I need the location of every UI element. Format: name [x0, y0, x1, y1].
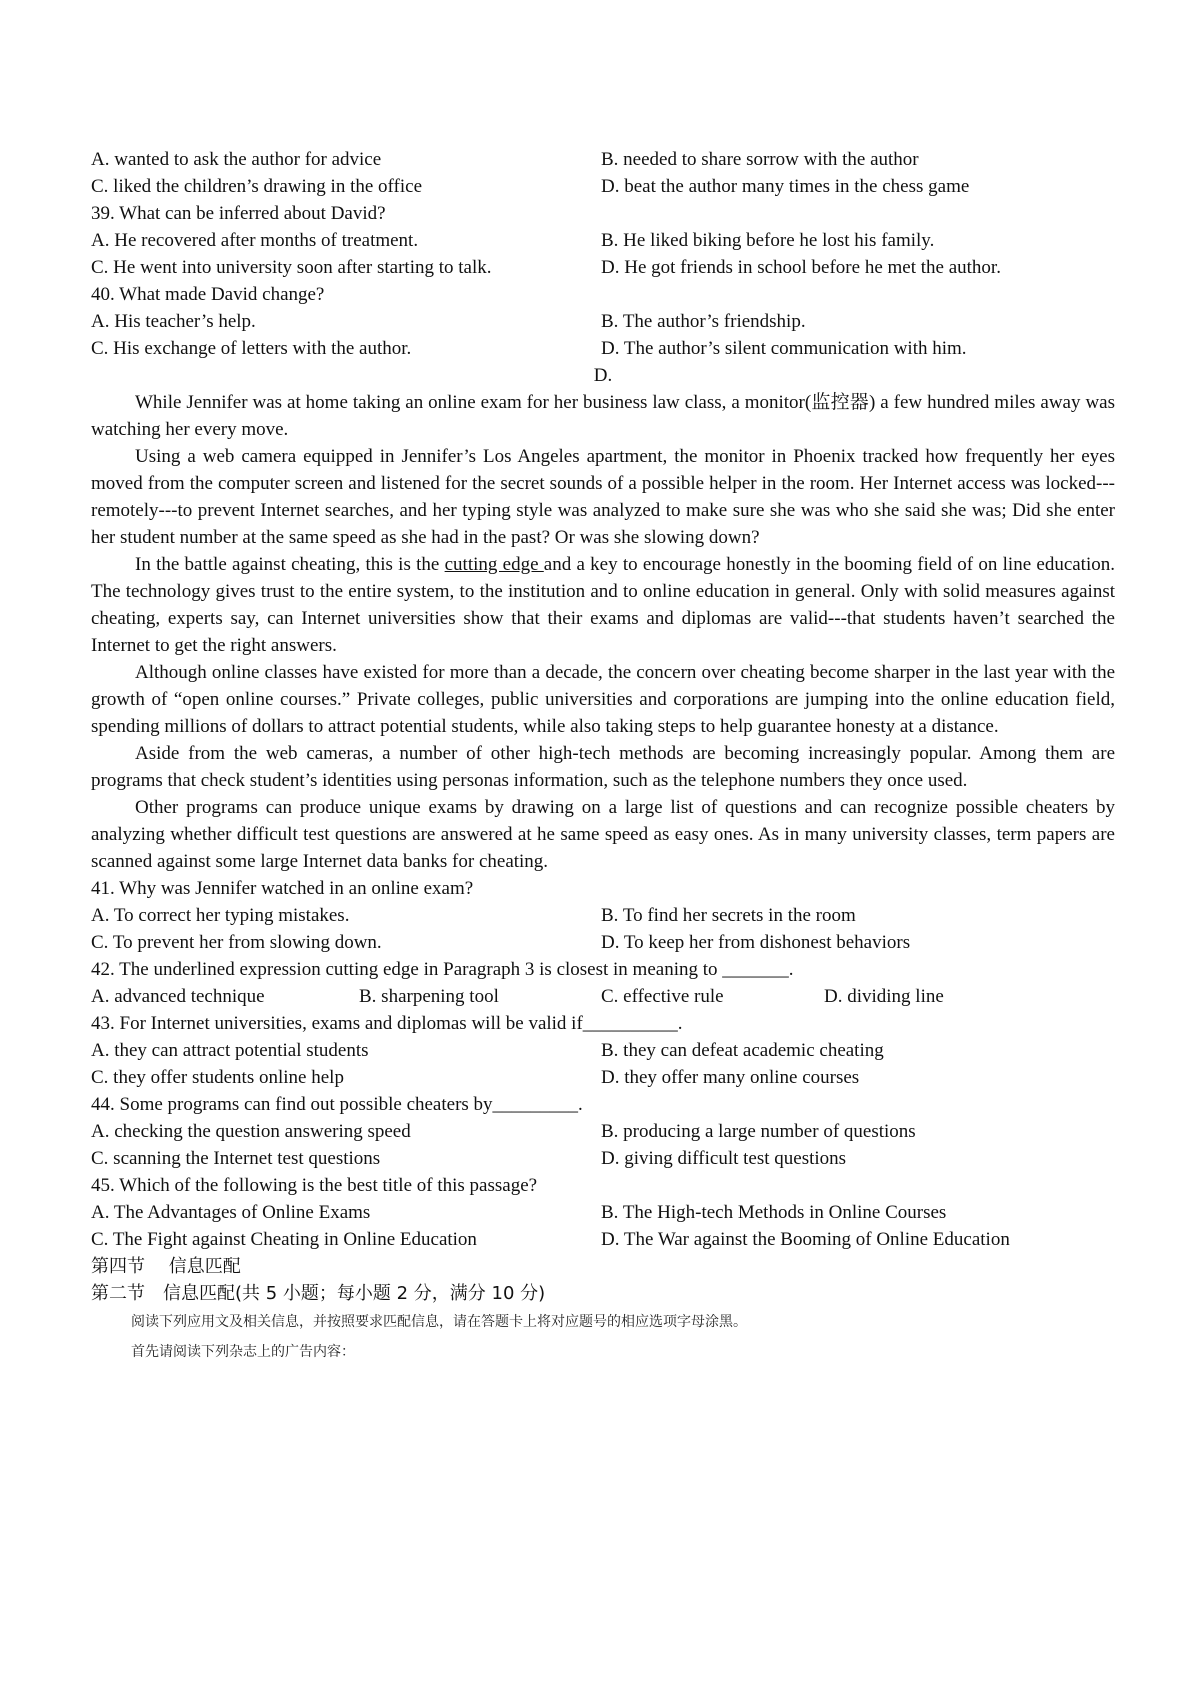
q40-option-b: B. The author’s friendship.: [601, 311, 806, 332]
q42-option-a: A. advanced technique: [91, 986, 265, 1007]
paragraph-3-lead: In the battle against cheating, this is the: [135, 554, 445, 575]
paragraph-3-rest: and a key to encourage honestly in the booming field of on line education. The technology gives trust to the entire system, to the institution and to online education in general. Only with solid measures against cheating, experts say, can Internet universities show that their exams and diplomas are valid---that students haven’t searched the Internet to get the right answers.: [91, 554, 1115, 656]
q43-option-b: B. they can defeat academic cheating: [601, 1040, 884, 1061]
q39-option-c: C. He went into university soon after starting to talk.: [91, 257, 492, 278]
q40-option-a: A. His teacher’s help.: [91, 311, 256, 332]
q38-option-b: B. needed to share sorrow with the author: [601, 149, 919, 170]
section-heading-2: 第二节 信息匹配(共 5 小题；每小题 2 分，满分 10 分): [91, 1283, 546, 1304]
q44-option-b: B. producing a large number of questions: [601, 1121, 916, 1142]
question-41: 41. Why was Jennifer watched in an online exam?: [91, 878, 474, 899]
question-43: 43. For Internet universities, exams and diplomas will be valid if__________.: [91, 1013, 683, 1034]
question-42: 42. The underlined expression cutting edge in Paragraph 3 is closest in meaning to _______.: [91, 959, 794, 980]
q41-option-c: C. To prevent her from slowing down.: [91, 932, 382, 953]
q39-options-row-1: [91, 227, 1115, 254]
underlined-expression: cutting edge: [444, 554, 544, 575]
passage-paragraph-6: Other programs can produce unique exams by drawing on a large list of questions and can recognize possible cheaters by analyzing whether difficult test questions are answered at he same speed as easy ones. As in many university classes, term papers are scanned against some large Internet data banks for cheating.: [91, 797, 1115, 872]
question-45: 45. Which of the following is the best title of this passage?: [91, 1175, 538, 1196]
q40-options-row-2: [91, 335, 1115, 362]
q40-option-d: D. The author’s silent communication with him.: [601, 338, 967, 359]
q42-options-row: [91, 983, 1115, 1010]
q39-option-b: B. He liked biking before he lost his family.: [601, 230, 935, 251]
q39-options-row-2: [91, 254, 1115, 281]
q42-option-c: C. effective rule: [601, 986, 724, 1007]
passage-paragraph-4: Although online classes have existed for more than a decade, the concern over cheating become sharper in the last year with the growth of “open online courses.” Private colleges, public universities and corporations are jumping into the online education field, spending millions of dollars to attract potential students, while also taking steps to help guarantee honesty at a distance.: [91, 662, 1115, 737]
passage-paragraph-2: Using a web camera equipped in Jennifer’s Los Angeles apartment, the monitor in Phoenix tracked how frequently her eyes moved from the computer screen and listened for the secret sounds of a possible helper in the room. Her Internet access was locked---remotely---to prevent Internet searches, and her typing style was analyzed to make sure she was who she said she was; Did she enter her student number at the same speed as she had in the past? Or was she slowing down?: [91, 446, 1115, 548]
q45-option-b: B. The High-tech Methods in Online Courses: [601, 1202, 947, 1223]
q39-option-d: D. He got friends in school before he met the author.: [601, 257, 1001, 278]
passage-paragraph-5: Aside from the web cameras, a number of other high-tech methods are becoming increasingly popular. Among them are programs that check student’s identities using personas information, such as the telephone numbers they once used.: [91, 743, 1115, 791]
q38-options-row-2: [91, 173, 1115, 200]
question-40: 40. What made David change?: [91, 284, 325, 305]
q45-option-d: D. The War against the Booming of Online Education: [601, 1229, 1010, 1250]
question-44: 44. Some programs can find out possible cheaters by_________.: [91, 1094, 583, 1115]
q39-option-a: A. He recovered after months of treatment.: [91, 230, 419, 251]
q45-options-row-2: [91, 1226, 1115, 1253]
passage-paragraph-1: While Jennifer was at home taking an online exam for her business law class, a monitor(监控器) a few hundred miles away was watching her every move.: [91, 392, 1115, 440]
q44-option-a: A. checking the question answering speed: [91, 1121, 411, 1142]
q38-option-a: A. wanted to ask the author for advice: [91, 149, 382, 170]
q38-options-row-1: [91, 146, 1115, 173]
q44-option-d: D. giving difficult test questions: [601, 1148, 847, 1169]
q38-option-c: C. liked the children’s drawing in the office: [91, 176, 423, 197]
exam-page: [91, 146, 1115, 1367]
q43-options-row-1: [91, 1037, 1115, 1064]
q43-options-row-2: [91, 1064, 1115, 1091]
q41-option-d: D. To keep her from dishonest behaviors: [601, 932, 911, 953]
q38-option-d: D. beat the author many times in the chess game: [601, 176, 970, 197]
q41-option-b: B. To find her secrets in the room: [601, 905, 856, 926]
q43-option-a: A. they can attract potential students: [91, 1040, 369, 1061]
q41-options-row-1: [91, 902, 1115, 929]
q41-options-row-2: [91, 929, 1115, 956]
section-heading-4: 第四节 信息匹配: [91, 1256, 241, 1277]
section-prompt: 首先请阅读下列杂志上的广告内容：: [131, 1344, 355, 1360]
q43-option-c: C. they offer students online help: [91, 1067, 344, 1088]
q45-option-a: A. The Advantages of Online Exams: [91, 1202, 371, 1223]
question-39: 39. What can be inferred about David?: [91, 203, 386, 224]
q44-options-row-1: [91, 1118, 1115, 1145]
passage-label: D.: [593, 365, 613, 386]
q40-option-c: C. His exchange of letters with the author.: [91, 338, 412, 359]
q43-option-d: D. they offer many online courses: [601, 1067, 860, 1088]
q42-option-b: B. sharpening tool: [359, 986, 499, 1007]
q44-option-c: C. scanning the Internet test questions: [91, 1148, 381, 1169]
q41-option-a: A. To correct her typing mistakes.: [91, 905, 350, 926]
q45-option-c: C. The Fight against Cheating in Online Education: [91, 1229, 477, 1250]
q44-options-row-2: [91, 1145, 1115, 1172]
q45-options-row-1: [91, 1199, 1115, 1226]
passage-paragraph-3: [91, 551, 1115, 659]
q42-option-d: D. dividing line: [824, 986, 944, 1007]
section-instruction: 阅读下列应用文及相关信息，并按照要求匹配信息，请在答题卡上将对应题号的相应选项字母涂黑。: [131, 1314, 747, 1330]
q40-options-row-1: [91, 308, 1115, 335]
